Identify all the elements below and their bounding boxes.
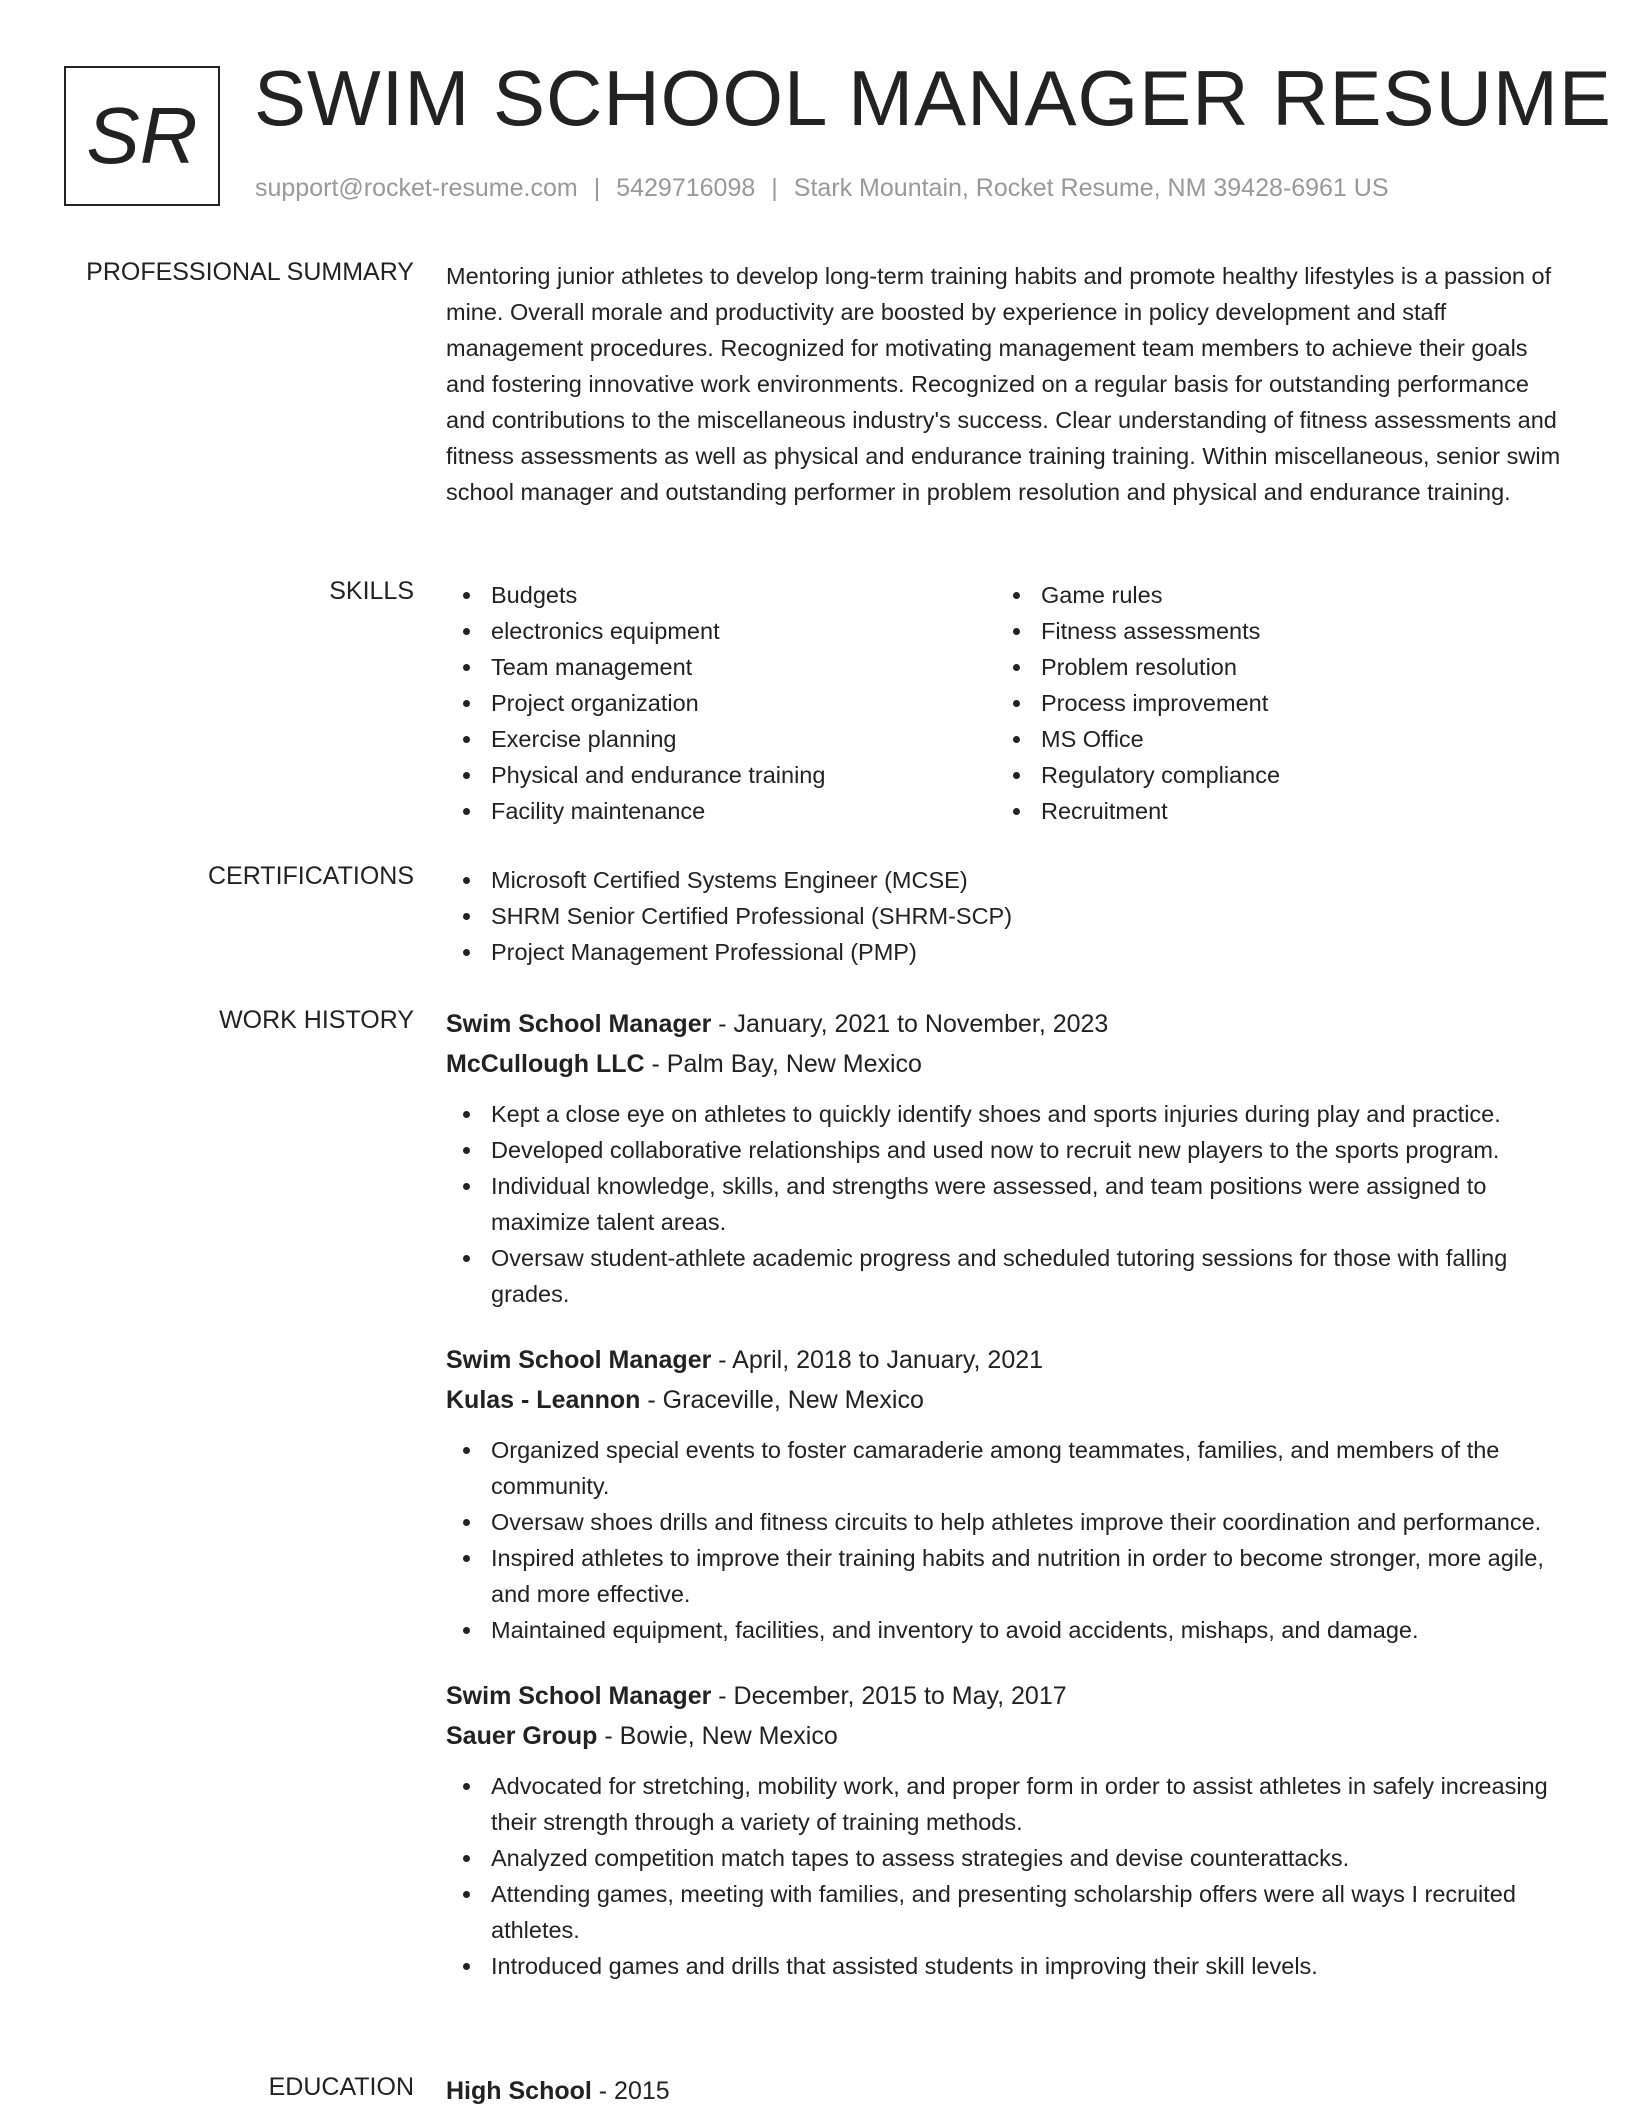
contact-phone: 5429716098: [616, 174, 756, 202]
skill-item: Budgets: [446, 577, 996, 613]
contact-separator: |: [771, 174, 778, 202]
job-dates: - December, 2015 to May, 2017: [711, 1682, 1067, 1710]
skills-heading: SKILLS: [329, 577, 414, 605]
job-bullet: Advocated for stretching, mobility work, and proper form in order to assist athletes in safely increasing their strength through a variety of training methods.: [446, 1768, 1562, 1840]
job-company: Sauer Group: [446, 1722, 598, 1750]
job-bullet: Maintained equipment, facilities, and inventory to avoid accidents, mishaps, and damage.: [446, 1612, 1562, 1648]
job-bullets: [446, 1096, 1562, 1312]
summary-heading: PROFESSIONAL SUMMARY: [86, 258, 414, 286]
job-entry: [446, 1004, 1562, 1312]
work-history-heading: WORK HISTORY: [219, 1006, 414, 1034]
summary-text: Mentoring junior athletes to develop long-term training habits and promote healthy lifestyles is a passion of mine. Overall morale and productivity are boosted by experience in policy development and staff management procedures. Recognized for motivating management team members to achieve their goals and fostering innovative work environments. Recognized on a regular basis for outstanding performance and contributions to the miscellaneous industry's success. Clear understanding of fitness assessments and fitness assessments as well as physical and endurance training training. Within miscellaneous, senior swim school manager and outstanding performer in problem resolution and physical and endurance training.: [446, 263, 1561, 505]
skill-item: Physical and endurance training: [446, 757, 996, 793]
job-bullet: Inspired athletes to improve their training habits and nutrition in order to become stronger, more agile, and more effective.: [446, 1540, 1562, 1612]
job-bullet: Introduced games and drills that assisted students in improving their skill levels.: [446, 1948, 1562, 1984]
certifications-content: [446, 862, 1562, 970]
job-entry: [446, 1676, 1562, 1984]
certifications-heading: CERTIFICATIONS: [207, 862, 414, 890]
certification-item: Project Management Professional (PMP): [446, 934, 1562, 970]
skill-item: Regulatory compliance: [996, 757, 1546, 793]
skill-item: Project organization: [446, 685, 996, 721]
skill-item: Exercise planning: [446, 721, 996, 757]
monogram-initials: SR: [86, 91, 198, 180]
skill-item: Problem resolution: [996, 649, 1546, 685]
skill-item: Game rules: [996, 577, 1546, 613]
skill-item: MS Office: [996, 721, 1546, 757]
skills-list-left: [446, 577, 996, 829]
education-year: - 2015: [591, 2077, 670, 2105]
job-location: - Palm Bay, New Mexico: [644, 1050, 922, 1078]
job-title-line: [446, 1676, 1562, 1716]
skill-item: Team management: [446, 649, 996, 685]
job-bullet: Oversaw student-athlete academic progress and scheduled tutoring sessions for those with falling grades.: [446, 1240, 1562, 1312]
job-bullet: Kept a close eye on athletes to quickly identify shoes and sports injuries during play and practice.: [446, 1096, 1562, 1132]
job-bullet: Organized special events to foster camaraderie among teammates, families, and members of the community.: [446, 1432, 1562, 1504]
skill-item: Process improvement: [996, 685, 1546, 721]
certification-item: SHRM Senior Certified Professional (SHRM-SCP): [446, 898, 1562, 934]
job-title-line: [446, 1004, 1562, 1044]
education-line: [446, 2071, 1562, 2111]
job-title: Swim School Manager: [446, 1346, 712, 1374]
job-bullet: Individual knowledge, skills, and strengths were assessed, and team positions were assigned to maximize talent areas.: [446, 1168, 1562, 1240]
education-heading: EDUCATION: [268, 2073, 414, 2101]
contact-separator: |: [593, 174, 601, 202]
job-dates: - April, 2018 to January, 2021: [711, 1346, 1044, 1374]
job-bullets: [446, 1768, 1562, 1984]
job-bullet: Analyzed competition match tapes to assess strategies and devise counterattacks.: [446, 1840, 1562, 1876]
skill-item: Fitness assessments: [996, 613, 1546, 649]
job-bullet: Oversaw shoes drills and fitness circuits to help athletes improve their coordination and performance.: [446, 1504, 1562, 1540]
contact-line: [255, 174, 1389, 203]
job-company: Kulas - Leannon: [446, 1386, 641, 1414]
job-company: McCullough LLC: [446, 1050, 645, 1078]
skill-item: Facility maintenance: [446, 793, 996, 829]
job-entry: [446, 1340, 1562, 1648]
monogram-badge: [64, 66, 220, 206]
education-degree: High School: [446, 2077, 592, 2105]
skill-item: Recruitment: [996, 793, 1546, 829]
resume-title: SWIM SCHOOL MANAGER RESUME: [254, 54, 1612, 142]
job-bullet: Developed collaborative relationships and used now to recruit new players to the sports program.: [446, 1132, 1562, 1168]
job-dates: - January, 2021 to November, 2023: [711, 1010, 1109, 1038]
work-history-content: [446, 1004, 1562, 2012]
certification-item: Microsoft Certified Systems Engineer (MCSE): [446, 862, 1562, 898]
certifications-list: [446, 862, 1562, 970]
job-location: - Bowie, New Mexico: [597, 1722, 838, 1750]
job-company-line: [446, 1380, 1562, 1420]
job-title: Swim School Manager: [446, 1682, 712, 1710]
job-bullet: Attending games, meeting with families, and presenting scholarship offers were all ways I recruited athletes.: [446, 1876, 1562, 1948]
skill-item: electronics equipment: [446, 613, 996, 649]
skills-list-right: [996, 577, 1546, 829]
education-content: [446, 2071, 1562, 2111]
skills-grid: [446, 577, 1562, 829]
job-location: - Graceville, New Mexico: [640, 1386, 924, 1414]
contact-email: support@rocket-resume.com: [255, 174, 578, 202]
job-title: Swim School Manager: [446, 1010, 712, 1038]
job-company-line: [446, 1044, 1562, 1084]
job-company-line: [446, 1716, 1562, 1756]
job-title-line: [446, 1340, 1562, 1380]
contact-address: Stark Mountain, Rocket Resume, NM 39428-6961 US: [793, 174, 1389, 202]
job-bullets: [446, 1432, 1562, 1648]
